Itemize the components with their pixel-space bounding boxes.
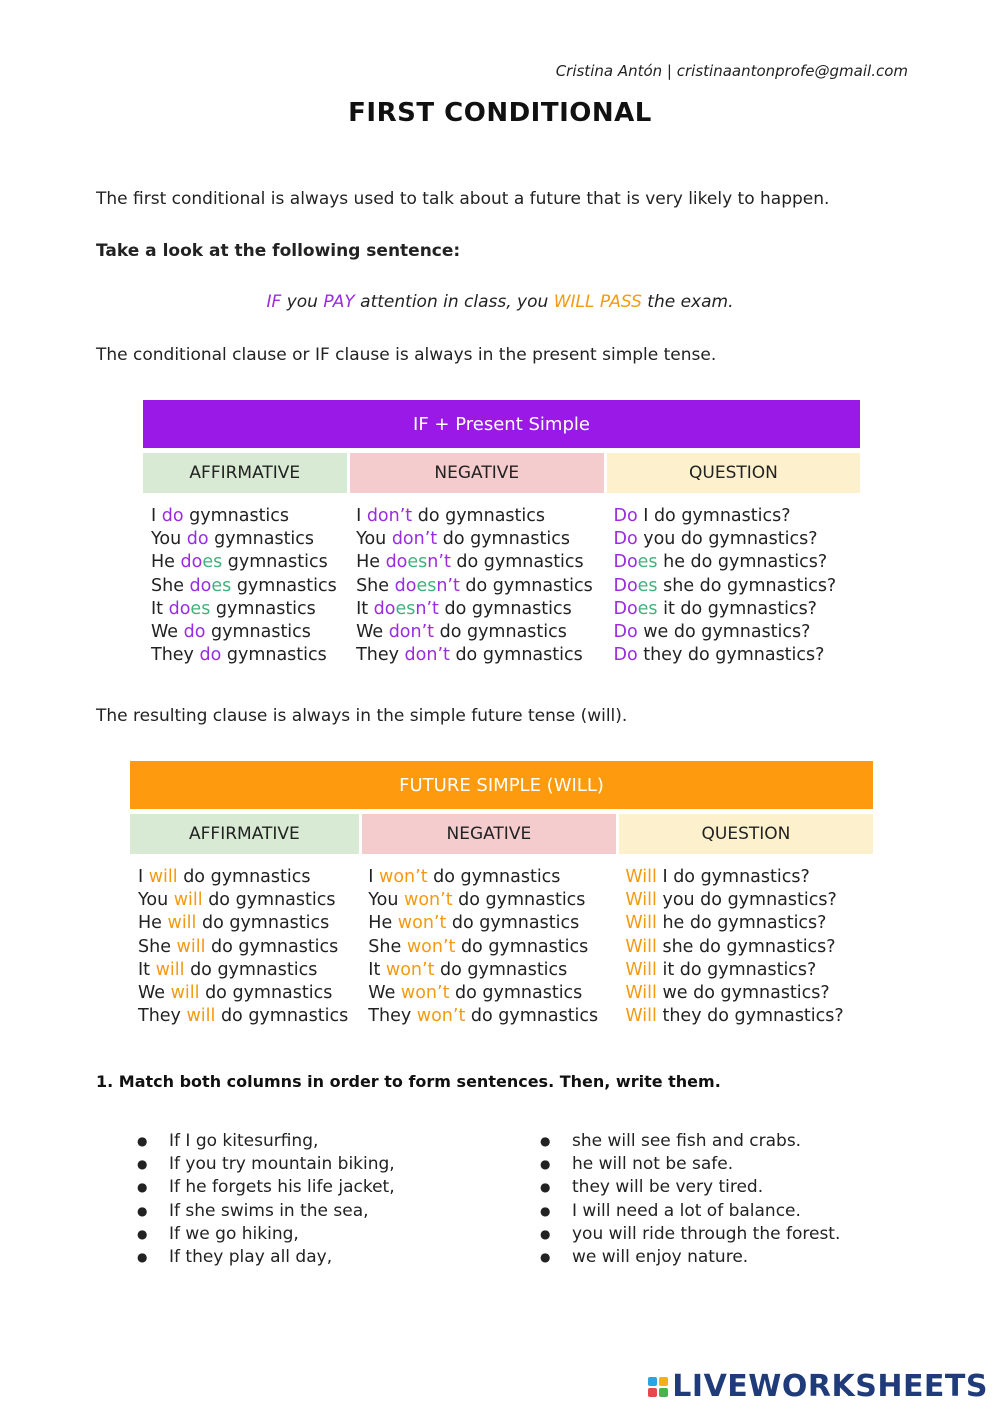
list-item: We don’t do gymnastics [356,622,567,643]
list-item: I will do gymnastics [138,867,311,887]
negative-list [360,854,617,1028]
list-item: We do gymnastics [151,622,311,643]
match-right-column [540,1130,840,1269]
list-item: Do they do gymnastics? [613,645,825,666]
list-item: You do gymnastics [151,529,315,550]
col-question: QUESTION [605,453,860,493]
affirmative-list [130,854,360,1028]
example-text: you [281,292,324,312]
list-item: He does gymnastics [151,552,328,573]
list-item: Will we do gymnastics? [625,983,830,1004]
list-item: ● If we go hiking, [137,1223,395,1246]
exercise-title: 1. Match both columns in order to form sentences. Then, write them. [96,1072,721,1091]
list-item: Will he do gymnastics? [625,913,827,934]
liveworksheets-logo [648,1369,988,1404]
list-item: We won’t do gymnastics [368,983,583,1004]
list-item: They do gymnastics [151,645,327,666]
col-affirmative: AFFIRMATIVE [130,814,360,854]
list-item: She doesn’t do gymnastics [356,575,593,596]
list-item: ● If you try mountain biking, [137,1153,395,1176]
list-item: She will do gymnastics [138,936,339,957]
list-item: ● If I go kitesurfing, [137,1130,395,1153]
list-item: It won’t do gymnastics [368,959,568,980]
list-item: ● If she swims in the sea, [137,1200,395,1223]
author-credit: Cristina Antón | cristinaantonprofe@gmail.com [555,62,908,80]
list-item: Do I do gymnastics? [613,506,791,526]
list-item: ● If they play all day, [137,1246,395,1269]
list-item: Will she do gymnastics? [625,936,836,957]
list-item: He won’t do gymnastics [368,913,580,934]
list-item: ● you will ride through the forest. [540,1223,840,1246]
list-item: Will you do gymnastics? [625,890,837,911]
list-item: It does gymnastics [151,598,316,619]
list-item: He doesn’t do gymnastics [356,552,584,573]
future-simple-table [130,761,873,1028]
list-item: Will they do gymnastics? [625,1006,844,1027]
list-item: It doesn’t do gymnastics [356,598,572,619]
list-item: ● we will enjoy nature. [540,1246,840,1269]
list-item: They don’t do gymnastics [356,645,583,666]
logo-grid-icon [648,1377,668,1397]
example-text: the exam. [641,292,734,312]
negative-list [348,493,605,667]
list-item: She won’t do gymnastics [368,936,589,957]
col-affirmative: AFFIRMATIVE [143,453,348,493]
look-text: Take a look at the following sentence: [96,241,461,261]
affirmative-list [143,493,348,667]
list-item: He will do gymnastics [138,913,330,934]
list-item: ● he will not be safe. [540,1153,840,1176]
list-item: I won’t do gymnastics [368,867,561,887]
example-pay: PAY [323,292,355,312]
example-text: attention in class, you [354,292,554,312]
list-item: It will do gymnastics [138,959,318,980]
present-simple-table [143,400,860,667]
list-item: ● If he forgets his life jacket, [137,1176,395,1199]
list-item: Does he do gymnastics? [613,552,828,573]
example-if: IF [266,292,282,312]
question-list [617,854,873,1028]
resulting-note: The resulting clause is always in the simple future tense (will). [96,706,628,726]
list-item: They won’t do gymnastics [368,1006,599,1027]
list-item: Do we do gymnastics? [613,622,811,643]
list-item: You will do gymnastics [138,890,336,911]
list-item: Does she do gymnastics? [613,575,837,596]
list-item: We will do gymnastics [138,983,333,1004]
list-item: She does gymnastics [151,575,337,596]
list-item: ● I will need a lot of balance. [540,1200,840,1223]
logo-text: LIVEWORKSHEETS [672,1369,988,1404]
list-item: Will it do gymnastics? [625,959,817,980]
conditional-note: The conditional clause or IF clause is always in the present simple tense. [96,345,717,365]
intro-text: The first conditional is always used to talk about a future that is very likely to happen. [96,189,830,209]
match-left-column [137,1130,395,1269]
list-item: Do you do gymnastics? [613,529,818,550]
list-item: I don’t do gymnastics [356,506,546,526]
question-list [605,493,860,667]
list-item: You won’t do gymnastics [368,890,586,911]
col-negative: NEGATIVE [360,814,617,854]
table-header: IF + Present Simple [143,400,860,448]
example-will-pass: WILL PASS [553,292,642,312]
page-title: FIRST CONDITIONAL [348,98,652,128]
example-sentence [0,292,1000,312]
list-item: Does it do gymnastics? [613,598,817,619]
list-item: You don’t do gymnastics [356,529,571,550]
list-item: Will I do gymnastics? [625,867,810,887]
list-item: ● she will see fish and crabs. [540,1130,840,1153]
table-header: FUTURE SIMPLE (WILL) [130,761,873,809]
list-item: They will do gymnastics [138,1006,349,1027]
col-negative: NEGATIVE [348,453,605,493]
list-item: I do gymnastics [151,506,290,526]
col-question: QUESTION [617,814,873,854]
list-item: ● they will be very tired. [540,1176,840,1199]
